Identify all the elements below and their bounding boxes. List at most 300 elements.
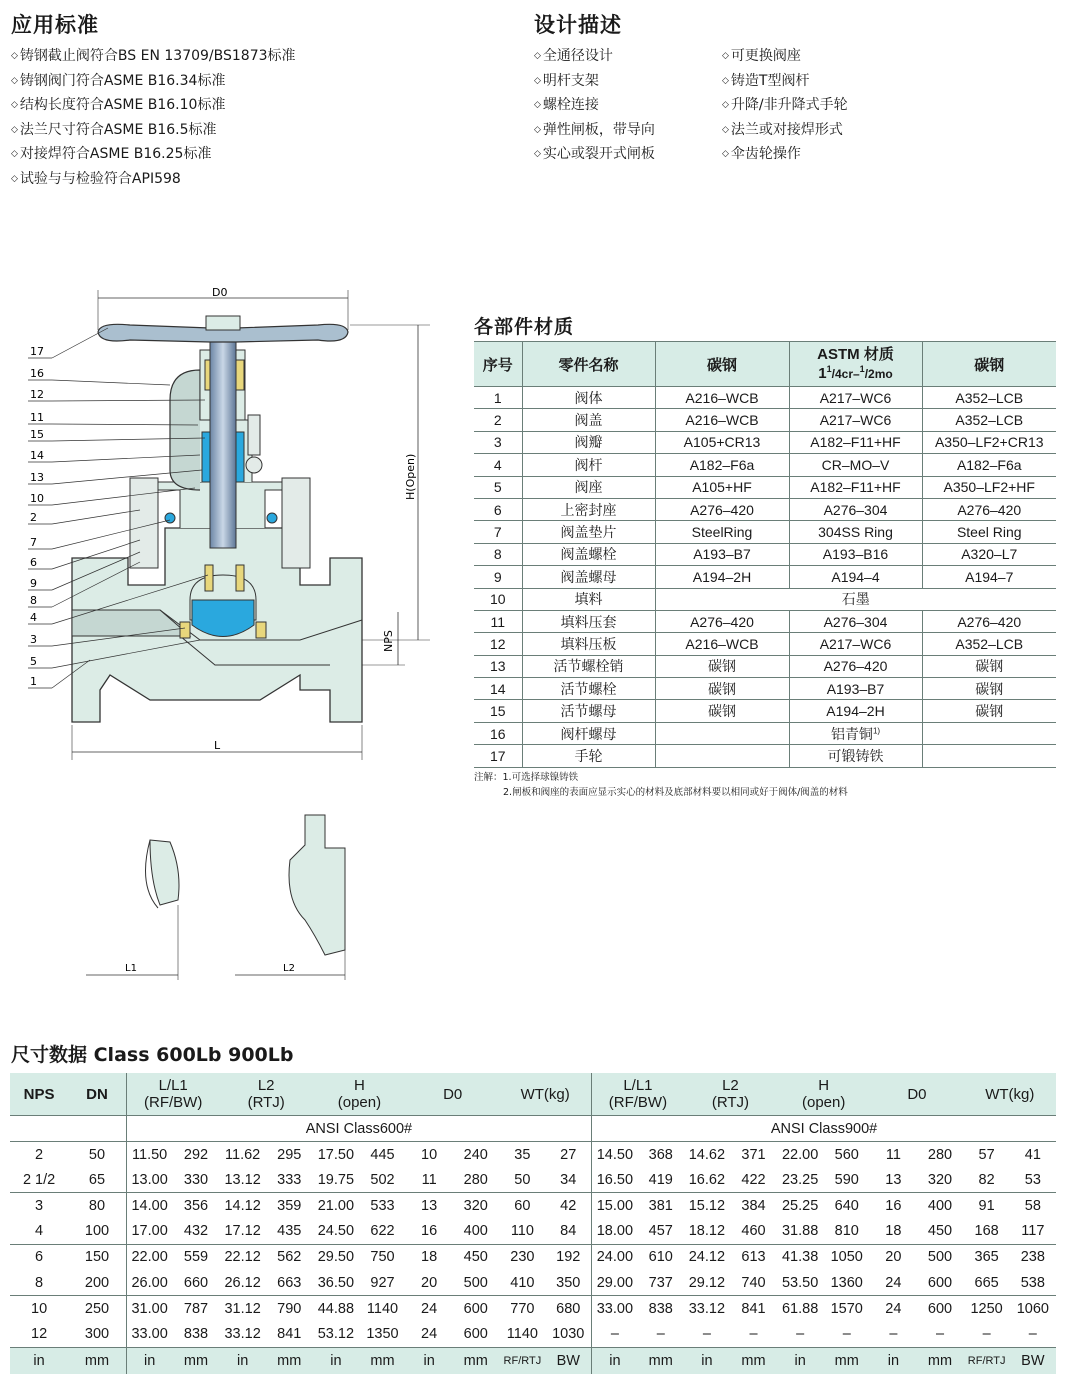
mat-cell-c1: 碳钢	[655, 678, 789, 700]
table-row	[10, 1193, 1056, 1219]
dim-header-h-600	[313, 1073, 406, 1116]
astm-alloy-sup1: 1	[826, 363, 832, 374]
dim-cell: 665	[964, 1270, 1010, 1296]
dim-cell: 44.88	[317, 1300, 355, 1317]
table-row	[474, 498, 1056, 520]
note-1: 注解：1.可选择球镍铸铁	[474, 772, 579, 783]
unit-cell: BW	[545, 1347, 591, 1374]
dim-cell: 14.12	[224, 1197, 261, 1214]
mat-cell-c1: 碳钢	[655, 655, 789, 677]
table-row	[474, 521, 1056, 543]
dim-cell: 18	[870, 1219, 916, 1245]
mat-cell-c3: Steel Ring	[922, 521, 1056, 543]
dim-header-wt-900: WT(kg)	[964, 1073, 1056, 1116]
dim-cell: 10	[31, 1300, 48, 1317]
dim-cell: 359	[277, 1197, 302, 1214]
dim-cell: 20	[885, 1249, 902, 1266]
mat-cell-c2: CR–MO–V	[789, 454, 922, 476]
mat-cell-c3: A194–7	[922, 566, 1056, 588]
dim-cell: 600	[927, 1300, 953, 1317]
dim-cell: 737	[638, 1270, 684, 1296]
callout-label: 15	[30, 428, 44, 441]
dim-cell: –	[823, 1321, 870, 1347]
dim-cell: 14.00	[126, 1193, 172, 1219]
dim-cell: 11	[885, 1146, 901, 1163]
dim-cell: 400	[927, 1197, 953, 1214]
dim-cell: 810	[823, 1219, 870, 1245]
unit-cell: mm	[172, 1347, 219, 1374]
unit-cell: in	[220, 1347, 266, 1374]
dim-header-nps: NPS	[10, 1073, 68, 1116]
dim-cell: 559	[183, 1249, 209, 1266]
dim-cell: 1140	[499, 1321, 545, 1347]
dim-cell: 1350	[359, 1321, 406, 1347]
dim-cell: 11.50	[126, 1142, 172, 1168]
dim-cell: 533	[370, 1197, 395, 1214]
mat-cell-name: 阀杆螺母	[522, 722, 655, 744]
unit-cell: mm	[359, 1347, 406, 1374]
mat-cell-value: 石墨	[655, 588, 1056, 610]
table-row	[474, 588, 1056, 610]
dim-cell: 33.12	[688, 1300, 726, 1317]
mat-cell-c2: A217–WC6	[789, 387, 922, 409]
mat-cell-c3: 碳钢	[922, 700, 1056, 722]
dim-cell: –	[684, 1321, 730, 1347]
mat-cell-c3: 碳钢	[922, 655, 1056, 677]
design-item: ◇ 可更换阀座	[722, 45, 848, 70]
dim-cell: 25.25	[781, 1197, 819, 1214]
dim-cell: 14.50	[592, 1142, 638, 1168]
dim-cell: 838	[648, 1300, 673, 1317]
dim-cell: 10	[421, 1146, 438, 1163]
dim-cell: 356	[183, 1197, 209, 1214]
standard-item: ◇ 铸钢阀门符合ASME B16.34标准	[11, 70, 296, 95]
dim-cell: 410	[499, 1270, 545, 1296]
unit-cell: in	[684, 1347, 730, 1374]
dim-cell: –	[730, 1321, 777, 1347]
dim-cell: 200	[68, 1270, 126, 1296]
table-row	[474, 543, 1056, 565]
unit-cell: mm	[452, 1347, 499, 1374]
mat-cell-c3: A182–F6a	[922, 454, 1056, 476]
dim-cell: –	[777, 1321, 823, 1347]
mat-cell-name: 活节螺栓销	[522, 655, 655, 677]
dim-cell: 22.12	[224, 1249, 261, 1266]
design-item: ◇ 弹性闸板，带导向	[534, 119, 655, 144]
mat-cell-no: 15	[474, 700, 522, 722]
unit-cell: mm	[68, 1347, 126, 1374]
table-row	[474, 409, 1056, 431]
dim-cell: 12	[10, 1321, 68, 1347]
mat-cell-empty	[922, 745, 1056, 767]
dim-header-l2-900-b: (RTJ)	[711, 1094, 750, 1111]
mat-cell-empty	[922, 722, 1056, 744]
dim-header-dn: DN	[68, 1073, 126, 1116]
dim-header-l2-900	[684, 1073, 777, 1116]
astm-alloy-sup2: 1	[859, 363, 865, 374]
unit-cell: RF/RTJ	[499, 1347, 545, 1374]
dim-cell: 750	[370, 1249, 395, 1266]
dim-cell: 292	[183, 1146, 209, 1163]
dim-cell: 91	[978, 1197, 995, 1214]
mat-cell-no: 4	[474, 454, 522, 476]
unit-cell: in	[406, 1347, 452, 1374]
dim-cell: 419	[638, 1167, 684, 1193]
mat-cell-c1: A182–F6a	[655, 454, 789, 476]
dim-cell: 41	[1024, 1146, 1041, 1163]
dim-cell: 371	[741, 1146, 766, 1163]
dim-cell: 1250	[970, 1300, 1003, 1317]
unit-cell: mm	[823, 1347, 870, 1374]
dim-cell: 660	[172, 1270, 219, 1296]
mat-header-astm	[789, 342, 922, 387]
standards-title: 应用标准	[11, 13, 99, 37]
dim-header-l-900-b: (RF/BW)	[608, 1094, 668, 1111]
dim-cell: 300	[68, 1321, 126, 1347]
dim-cell: 31.00	[126, 1296, 172, 1322]
dim-cell: 2	[35, 1146, 44, 1163]
callout-label: 13	[30, 471, 44, 484]
mat-cell-no: 8	[474, 543, 522, 565]
mat-cell-no: 2	[474, 409, 522, 431]
dim-cell: 1140	[366, 1300, 399, 1317]
dim-cell: 502	[359, 1167, 406, 1193]
dim-cell: 18	[421, 1249, 438, 1266]
dim-header-wt-600: WT(kg)	[499, 1073, 591, 1116]
class600-label: ANSI Class600#	[126, 1116, 591, 1142]
dim-cell: 790	[277, 1300, 302, 1317]
mat-cell-name: 上密封座	[522, 498, 655, 520]
dim-cell: 14.62	[688, 1146, 726, 1163]
mat-header-name: 零件名称	[522, 342, 655, 387]
dim-cell: 613	[741, 1249, 766, 1266]
standards-list	[11, 45, 296, 193]
dim-cell: 238	[1020, 1249, 1045, 1266]
callout-label: 2	[30, 511, 37, 524]
dim-cell: 8	[10, 1270, 68, 1296]
dim-cell: 500	[927, 1249, 953, 1266]
dim-header-l-600	[126, 1073, 219, 1116]
mat-cell-c2: A182–F11+HF	[789, 431, 922, 453]
mat-cell-c3: A350–LF2+HF	[922, 476, 1056, 498]
standard-item: ◇ 对接焊符合ASME B16.25标准	[11, 143, 296, 168]
unit-cell: in	[313, 1347, 359, 1374]
mat-cell-name: 阀盖垫片	[522, 521, 655, 543]
dim-cell: 35	[514, 1146, 531, 1163]
dim-cell: 53.50	[777, 1270, 823, 1296]
mat-cell-name: 阀体	[522, 387, 655, 409]
dim-cell: 640	[834, 1197, 859, 1214]
dim-cell: 590	[823, 1167, 870, 1193]
unit-cell: in	[10, 1347, 68, 1374]
mat-cell-name: 阀盖	[522, 409, 655, 431]
mat-cell-name: 活节螺栓	[522, 678, 655, 700]
dim-cell: 29.50	[317, 1249, 355, 1266]
dim-cell: 320	[463, 1197, 488, 1214]
mat-cell-c1: SteelRing	[655, 521, 789, 543]
dim-header-l2-600	[220, 1073, 313, 1116]
mat-cell-name: 填料压套	[522, 610, 655, 632]
dim-cell: 33.00	[126, 1321, 172, 1347]
nps-label: NPS	[382, 630, 395, 652]
dim-cell: 192	[556, 1249, 581, 1266]
dim-header-d0-600: D0	[406, 1073, 499, 1116]
dim-cell: 838	[172, 1321, 219, 1347]
dim-cell: 435	[266, 1219, 313, 1245]
dim-cell: 24	[885, 1300, 902, 1317]
class-spacer	[10, 1116, 126, 1142]
end-detail-drawing	[80, 810, 360, 980]
dim-cell: 82	[964, 1167, 1010, 1193]
mat-cell-c3: 碳钢	[922, 678, 1056, 700]
mat-cell-c2: A182–F11+HF	[789, 476, 922, 498]
dim-cell: –	[1010, 1321, 1056, 1347]
dim-cell: 22.00	[781, 1146, 819, 1163]
dim-cell: 927	[359, 1270, 406, 1296]
dim-cell: 13	[870, 1167, 916, 1193]
dim-cell: 117	[1010, 1219, 1056, 1245]
mat-cell-no: 11	[474, 610, 522, 632]
astm-alloy-1: 1	[818, 364, 827, 382]
mat-cell-c2: 304SS Ring	[789, 521, 922, 543]
callout-label: 8	[30, 594, 37, 607]
dim-header-l2-600-a: L2	[257, 1077, 275, 1094]
dim-cell: 168	[964, 1219, 1010, 1245]
mat-cell-name: 活节螺母	[522, 700, 655, 722]
mat-cell-name: 阀座	[522, 476, 655, 498]
dim-cell: 16.50	[592, 1167, 638, 1193]
table-row	[474, 745, 1056, 767]
mat-cell-c2: A193–B16	[789, 543, 922, 565]
dim-header-l-900-a: L/L1	[623, 1077, 653, 1094]
dim-cell: 680	[556, 1300, 581, 1317]
mat-cell-c2: A193–B7	[789, 678, 922, 700]
dim-cell: 365	[974, 1249, 999, 1266]
dim-cell: 24.00	[592, 1244, 638, 1270]
dim-cell: 460	[730, 1219, 777, 1245]
mat-cell-no: 7	[474, 521, 522, 543]
mat-cell-c2: A276–304	[789, 498, 922, 520]
mat-cell-c3: A276–420	[922, 498, 1056, 520]
dim-cell: 17.12	[220, 1219, 266, 1245]
mat-cell-c1: A276–420	[655, 498, 789, 520]
dim-cell: 16	[885, 1197, 902, 1214]
dim-cell: 31.12	[224, 1300, 261, 1317]
unit-cell: in	[870, 1347, 916, 1374]
mat-cell-no: 1	[474, 387, 522, 409]
dim-cell: 11.62	[225, 1146, 261, 1163]
dim-cell: 57	[978, 1146, 995, 1163]
mat-cell-c1: A216–WCB	[655, 633, 789, 655]
dim-cell: 80	[88, 1197, 106, 1214]
mat-cell-empty	[655, 722, 789, 744]
mat-cell-no: 13	[474, 655, 522, 677]
dim-cell: 368	[648, 1146, 673, 1163]
design-item: ◇ 明杆支架	[534, 70, 655, 95]
dim-header-l2-600-b: (RTJ)	[247, 1094, 285, 1111]
dim-header-h-600-b: (open)	[337, 1094, 382, 1111]
class900-label: ANSI Class900#	[592, 1116, 1056, 1142]
mat-cell-c2: A276–304	[789, 610, 922, 632]
dimensions-table	[10, 1073, 1056, 1374]
dim-header-l-600-a: L/L1	[158, 1077, 188, 1094]
callout-label: 5	[30, 655, 37, 668]
dim-cell: 1060	[1016, 1300, 1049, 1317]
mat-cell-c1: A216–WCB	[655, 409, 789, 431]
callout-label: 6	[30, 556, 37, 569]
dim-cell: 3	[35, 1197, 44, 1214]
dim-cell: 41.38	[781, 1249, 819, 1266]
mat-cell-c1: A105+CR13	[655, 431, 789, 453]
dim-cell: 13	[421, 1197, 438, 1214]
mat-cell-c2: A276–420	[789, 655, 922, 677]
mat-cell-name: 阀盖螺栓	[522, 543, 655, 565]
dimensions-title: 尺寸数据 Class 600Lb 900Lb	[11, 1044, 294, 1066]
dim-cell: 320	[916, 1167, 963, 1193]
design-item: ◇ 铸造T型阀杆	[722, 70, 848, 95]
dim-cell: 27	[560, 1146, 577, 1163]
table-row	[474, 387, 1056, 409]
standard-item: ◇ 法兰尺寸符合ASME B16.5标准	[11, 119, 296, 144]
mat-cell-c3: A350–LF2+CR13	[922, 431, 1056, 453]
dim-cell: 29.12	[684, 1270, 730, 1296]
dim-cell: –	[870, 1321, 916, 1347]
dim-cell: 110	[499, 1219, 545, 1245]
table-row	[474, 700, 1056, 722]
unit-cell: RF/RTJ	[964, 1347, 1010, 1374]
dim-cell: 84	[545, 1219, 591, 1245]
dim-cell: 280	[452, 1167, 499, 1193]
dim-cell: 787	[183, 1300, 209, 1317]
dim-cell: 450	[916, 1219, 963, 1245]
dim-cell: 11	[406, 1167, 452, 1193]
callout-label: 3	[30, 633, 37, 646]
dim-cell: –	[964, 1321, 1010, 1347]
mat-cell-c2: A217–WC6	[789, 409, 922, 431]
astm-label: ASTM 材质	[817, 345, 894, 363]
dim-cell: 250	[84, 1300, 110, 1317]
dim-cell: 61.88	[781, 1300, 819, 1317]
table-row	[474, 610, 1056, 632]
design-title: 设计描述	[534, 13, 622, 37]
dim-cell: 1050	[830, 1249, 863, 1266]
dim-cell: 16.62	[684, 1167, 730, 1193]
materials-table	[474, 341, 1056, 768]
dim-cell: 350	[545, 1270, 591, 1296]
dim-header-l-900	[592, 1073, 684, 1116]
dim-cell: 13.00	[126, 1167, 172, 1193]
mat-cell-c1: A194–2H	[655, 566, 789, 588]
dim-cell: 24	[421, 1300, 438, 1317]
dim-cell: 1360	[823, 1270, 870, 1296]
dim-cell: 841	[266, 1321, 313, 1347]
dim-cell: 6	[35, 1249, 44, 1266]
mat-cell-no: 5	[474, 476, 522, 498]
mat-header-c3: 碳钢	[922, 342, 1056, 387]
dim-cell: 333	[266, 1167, 313, 1193]
unit-cell: mm	[730, 1347, 777, 1374]
mat-cell-value	[789, 745, 922, 767]
dim-cell: 770	[510, 1300, 535, 1317]
notes	[474, 770, 848, 800]
mat-cell-c3: A352–LCB	[922, 409, 1056, 431]
table-row	[474, 678, 1056, 700]
mat-header-c1: 碳钢	[655, 342, 789, 387]
d0-label: D0	[212, 286, 228, 299]
unit-cell: in	[592, 1347, 638, 1374]
dim-cell: 33.00	[592, 1296, 638, 1322]
l2-label: L2	[283, 963, 295, 974]
callout-label: 10	[30, 492, 44, 505]
table-row	[10, 1142, 1056, 1168]
dim-cell: 29.00	[592, 1270, 638, 1296]
dim-cell: 2 1/2	[10, 1167, 68, 1193]
dim-cell: 24.12	[688, 1249, 726, 1266]
dim-cell: –	[638, 1321, 684, 1347]
design-item: ◇ 实心或裂开式闸板	[534, 143, 655, 168]
dim-cell: 60	[514, 1197, 531, 1214]
table-row	[474, 431, 1056, 453]
dim-cell: 18.00	[592, 1219, 638, 1245]
dim-cell: 150	[84, 1249, 110, 1266]
mat-cell-c1: A276–420	[655, 610, 789, 632]
unit-cell: mm	[266, 1347, 313, 1374]
design-item: ◇ 升降/非升降式手轮	[722, 94, 848, 119]
design-item: ◇ 螺栓连接	[534, 94, 655, 119]
dim-cell: 100	[68, 1219, 126, 1245]
mat-cell-c3: A320–L7	[922, 543, 1056, 565]
dim-cell: 422	[730, 1167, 777, 1193]
callout-label: 16	[30, 367, 44, 380]
design-list-col2	[722, 45, 848, 168]
mat-cell-c2: A194–2H	[789, 700, 922, 722]
dim-cell: 18.12	[684, 1219, 730, 1245]
dim-cell: 20	[406, 1270, 452, 1296]
mat-cell-no: 12	[474, 633, 522, 655]
mat-cell-c3: A352–LCB	[922, 633, 1056, 655]
dim-header-d0-900: D0	[870, 1073, 963, 1116]
callout-label: 7	[30, 536, 37, 549]
dim-cell: 50	[499, 1167, 545, 1193]
dim-cell: 280	[927, 1146, 953, 1163]
dim-header-l-600-b: (RF/BW)	[144, 1094, 203, 1111]
callout-label: 14	[30, 449, 44, 462]
dim-cell: 33.12	[220, 1321, 266, 1347]
mat-cell-c3: A276–420	[922, 610, 1056, 632]
dim-cell: 15.12	[688, 1197, 726, 1214]
standard-item: ◇ 试验与与检验符合API598	[11, 168, 296, 193]
standard-item: ◇ 铸钢截止阀符合BS EN 13709/BS1873标准	[11, 45, 296, 70]
table-row	[474, 633, 1056, 655]
callout-label: 1	[30, 675, 37, 688]
dim-cell: 26.12	[220, 1270, 266, 1296]
dim-cell: 13.12	[220, 1167, 266, 1193]
mat-cell-c1: A105+HF	[655, 476, 789, 498]
dim-cell: 1570	[830, 1300, 863, 1317]
mat-cell-name: 阀杆	[522, 454, 655, 476]
dim-cell: 330	[172, 1167, 219, 1193]
dim-cell: 457	[638, 1219, 684, 1245]
unit-cell: mm	[638, 1347, 684, 1374]
dim-cell: 295	[277, 1146, 302, 1163]
table-row	[10, 1321, 1056, 1347]
valve-drawing	[0, 280, 470, 760]
dim-cell: 17.50	[317, 1146, 355, 1163]
design-item: ◇ 全通径设计	[534, 45, 655, 70]
table-row	[474, 722, 1056, 744]
mat-cell-c3: A352–LCB	[922, 387, 1056, 409]
dim-cell: 400	[452, 1219, 499, 1245]
